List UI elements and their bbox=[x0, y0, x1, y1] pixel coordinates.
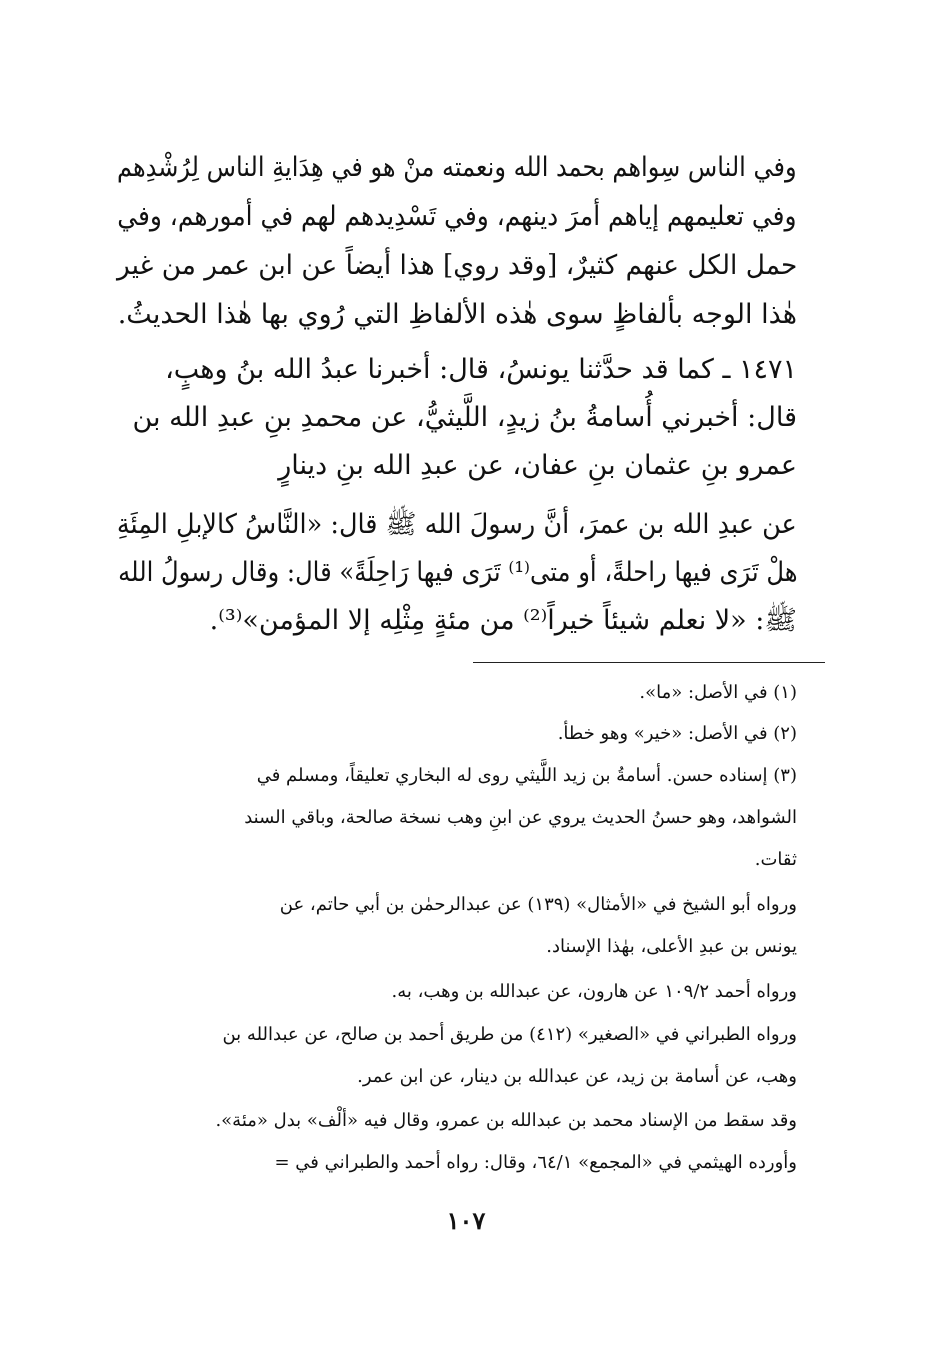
footnote-paragraph-line: ورواه أبو الشيخ في «الأمثال» (١٣٩) عن عبدالرحمٰن بن أبي حاتم، عن bbox=[279, 894, 797, 915]
footnote-paragraph-line: وأورده الهيثمي في «المجمع» ٦٤/١، وقال: رواه أحمد والطبراني في = bbox=[274, 1152, 797, 1173]
footnote-paragraph-line: ورواه أحمد ١٠٩/٢ عن هارون، عن عبدالله بن وهب، به. bbox=[391, 981, 797, 1002]
hadith-number-line: ١٤٧١ ـ كما قد حدَّثنا يونسُ، قال: أخبرنا عبدُ الله بنُ وهبٍ، bbox=[165, 354, 797, 385]
footnote-separator bbox=[473, 662, 825, 663]
main-line: ﷺ: «لا نعلم شيئاً خيراً⁽²⁾ من مئةٍ مِثْلِه إلا المؤمن»⁽³⁾. bbox=[209, 605, 797, 636]
footnote-1: (١) في الأصل: «ما». bbox=[639, 682, 797, 703]
footnote-3-line: الشواهد، وهو حسنُ الحديث يروي عن ابنِ وهب نسخة صالحة، وباقي السند bbox=[244, 807, 797, 828]
main-line: هٰذا الوجه بألفاظٍ سوى هٰذه الألفاظِ التي رُوي بها هٰذا الحديثُ. bbox=[117, 299, 797, 330]
footnote-paragraph-line: ورواه الطبراني في «الصغير» (٤١٢) من طريق أحمد بن صالح، عن عبدالله بن bbox=[222, 1024, 797, 1045]
main-line: وفي تعليمهم إياهم أمرَ دينهم، وفي تَسْدِيدهم لهم في أمورهم، وفي bbox=[117, 201, 797, 232]
footnote-3-line: (٣) إسناده حسن. أسامةُ بن زيد اللَّيثي روى له البخاري تعليقاً، ومسلم في bbox=[256, 765, 797, 786]
footnote-paragraph-line: يونس بن عبدِ الأعلى، بهٰذا الإسناد. bbox=[546, 936, 797, 957]
main-line: حمل الكل عنهم كثيرٌ، [وقد روي] هذا أيضاً عن ابن عمر من غير bbox=[116, 250, 797, 281]
main-line: وفي الناس سِواهم بحمد الله ونعمته منْ هو في هِدَايةِ الناس لِرُشْدِهم bbox=[117, 152, 797, 183]
main-line: هلْ تَرَى فيها راحلةً، أو متى⁽¹⁾ تَرَى فيها رَاحِلَةً» قال: وقال رسولُ الله bbox=[117, 557, 797, 588]
main-line: عن عبدِ الله بن عمرَ، أنَّ رسولَ الله ﷺ قال: «النَّاسُ كالإبلِ المِئَةِ bbox=[117, 509, 797, 540]
page-number: ١٠٧ bbox=[446, 1206, 486, 1235]
main-line: قال: أخبرني أُسامةُ بنُ زيدٍ، اللَّيثيُّ، عن محمدِ بنِ عبدِ الله بن bbox=[132, 402, 797, 433]
footnote-paragraph-line: وهب، عن أسامة بن زيد، عن عبدالله بن دينار، عن ابن عمر. bbox=[357, 1066, 797, 1087]
footnote-paragraph-line: وقد سقط من الإسناد محمد بن عبدالله بن عمرو، وقال فيه «ألْف» بدل «مئة». bbox=[215, 1110, 797, 1131]
footnote-3-line: ثقات. bbox=[754, 849, 797, 870]
main-line: عمرو بنِ عثمان بنِ عفان، عن عبدِ الله بنِ دينارٍ bbox=[278, 450, 797, 481]
footnote-2: (٢) في الأصل: «خير» وهو خطأ. bbox=[557, 723, 797, 744]
